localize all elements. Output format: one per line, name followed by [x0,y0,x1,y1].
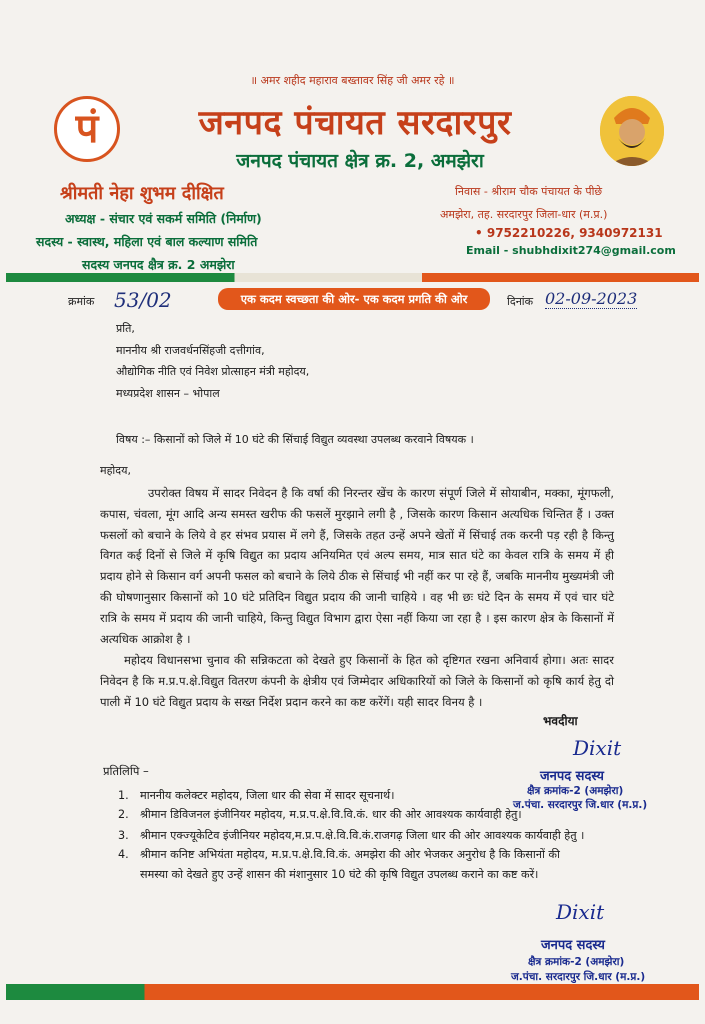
organization-subtitle: जनपद पंचायत क्षेत्र क्र. 2, अमझेरा [236,150,484,172]
recipient-line: मध्यप्रदेश शासन – भोपाल [116,387,220,400]
copy-text: श्रीमान डिविजनल इंजीनियर महोदय, म.प्र.प.क्षे.वि.वि.कं. धार की ओर आवश्यक कार्यवाही हेतु। [140,808,522,821]
stamp-title: जनपद सदस्य [540,769,604,784]
recipient-line: औद्योगिक नीति एवं निवेश प्रोत्साहन मंत्री महोदय, [116,365,310,378]
closing-word: भवदीया [543,714,578,728]
copy-number: 2. [118,808,129,821]
reference-label: क्रमांक [68,295,95,308]
copy-number: 1. [118,789,129,802]
letter-subject: विषय :– किसानों को जिले में 10 घंटे की सिंचाई विद्युत व्यवस्था उपलब्ध करवाने विषयक । [116,433,474,446]
letter-date: 02-09-2023 [545,289,638,308]
stamp-title: जनपद सदस्य [541,938,605,953]
address-line: अमझेरा, तह. सरदारपुर जिला-धार (म.प्र.) [440,208,608,221]
slogan-banner: एक कदम स्वच्छता की ओर- एक कदम प्रगति की ओर [218,288,490,310]
portrait-image-icon [600,96,664,166]
salutation: महोदय, [100,464,131,477]
signature: Dixit [556,900,605,924]
copy-text: माननीय कलेक्टर महोदय, जिला धार की सेवा में सादर सूचनार्थ। [140,789,395,802]
member-role: सदस्य - स्वास्थ, महिला एवं बाल कल्याण समिति [36,234,258,249]
signature: Dixit [573,736,622,760]
panchayat-logo-icon: पं [54,96,120,162]
copy-text: श्रीमान एक्ज्यूकेटिव इंजीनियर महोदय,म.प्र.प.क्षे.वि.वि.कं.राजगढ़ जिला धार की ओर आवश्यक कार्यवाही हेतु । [140,829,585,842]
date-label: दिनांक [507,295,534,308]
copy-number: 3. [118,829,129,842]
copy-number: 4. [118,848,129,861]
stamp-line: क्षैत्र क्रमांक-2 (अमझेरा) [528,956,625,968]
copy-list-item [118,805,522,825]
copies-heading: प्रतिलिपि – [103,764,149,778]
header-divider-stripe [6,273,699,282]
recipient-line: माननीय श्री राजवर्धनसिंहजी दत्तीगांव, [116,344,265,357]
member-role: सदस्य जनपद क्षैत्र क्र. 2 अमझेरा [82,257,235,272]
copy-list-item [118,826,584,846]
stamp-line: ज.पंचा. सरदारपुर जि.धार (म.प्र.) [513,799,648,811]
organization-title: जनपद पंचायत सरदारपुर [198,103,512,143]
copy-list-item [118,786,394,806]
stamp-line: ज.पंचा. सरदारपुर जि.धार (म.प्र.) [511,971,646,983]
recipient-line: प्रति, [116,322,135,335]
reference-number: 53/02 [114,288,172,312]
body-paragraph: उपरोक्त विषय में सादर निवेदन है कि वर्षा की निरन्तर खेंच के कारण संपूर्ण जिले में सोयाबीन, मक्का, मूंगफली, कपास, चंवला, मूंग आदि अन्य समस्त खरीफ की फसलें मुरझाने लगी है , जिसके कारण किसान अत्यधिक चिन्तित हैं । उक्त फसलों को बचाने के लिये वे हर संभव प्रयास में लगे हैं, जिसके तहत उन्हें अपने खेतों में सिंचाई तक करनी पड़ रही है किन्तु विगत कई दिनों से जिले में कृषि विद्युत का प्रदाय अनियमित एवं अल्प समय, मात्र सात घंटे का केवल रात्रि के समय में ही प्रदाय होने से किसान वर्ग अपनी फसल को बचाने के लिये ठीक से सिंचाई भी नहीं कर पा रहे हैं, जबकि माननीय मुख्यमंत्री जी की घोषणानुसार किसानों को 10 घंटे प्रतिदिन विद्युत प्रदाय की जानी चाहिये । वह भी छः घंटे दिन के समय में एवं चार घंटे रात्रि के समय में प्रदाय की जानी चाहिये, किन्तु विद्युत विभाग द्वारा ऐसा नहीं किया जा रहा है । इस कारण क्षेत्र के किसानों में अत्यधिक आक्रोश है । [100,486,614,646]
member-name: श्रीमती नेहा शुभम दीक्षित [60,183,224,204]
email-address: Email - shubhdixit274@gmail.com [466,244,676,257]
header-slogan: ॥ अमर शहीद महाराव बख्तावर सिंह जी अमर रहे ॥ [250,74,455,87]
member-role: अध्यक्ष - संचार एवं सकर्म समिति (निर्माण) [65,211,262,226]
copy-list-item [118,845,588,884]
stamp-line: क्षैत्र क्रमांक-2 (अमझेरा) [527,785,624,797]
footer-stripe [6,984,699,1000]
copy-text: श्रीमान कनिष्ट अभियंता महोदय, म.प्र.प.क्षे.वि.वि.कं. अमझेरा की ओर भेजकर अनुरोध है कि किसानों की समस्या को देखते हुए उन्हें शासन की मंशानुसार 10 घंटे की कृषि विद्युत उपलब्ध कराने का कष्ट करें। [140,848,560,881]
address-line: निवास - श्रीराम चौक पंचायत के पीछे [455,185,603,198]
phone-numbers: • 9752210226, 9340972131 [475,226,663,240]
body-paragraph: महोदय विधानसभा चुनाव की सन्निकटता को देखते हुए किसानों के हित को दृष्टिगत रखना अनिवार्य होगा। अतः सादर निवेदन है कि म.प्र.प.क्षे.विद्युत वितरण कंपनी के क्षेत्रीय एवं जिम्मेदार अधिकारियों को जिले के किसानों को कृषि कार्य हेतु दो पाली में 10 घंटे विद्युत प्रदाय के सख्त निर्देश प्रदान करने का कष्ट करेंगें। यही सादर विनय है । [100,653,614,709]
